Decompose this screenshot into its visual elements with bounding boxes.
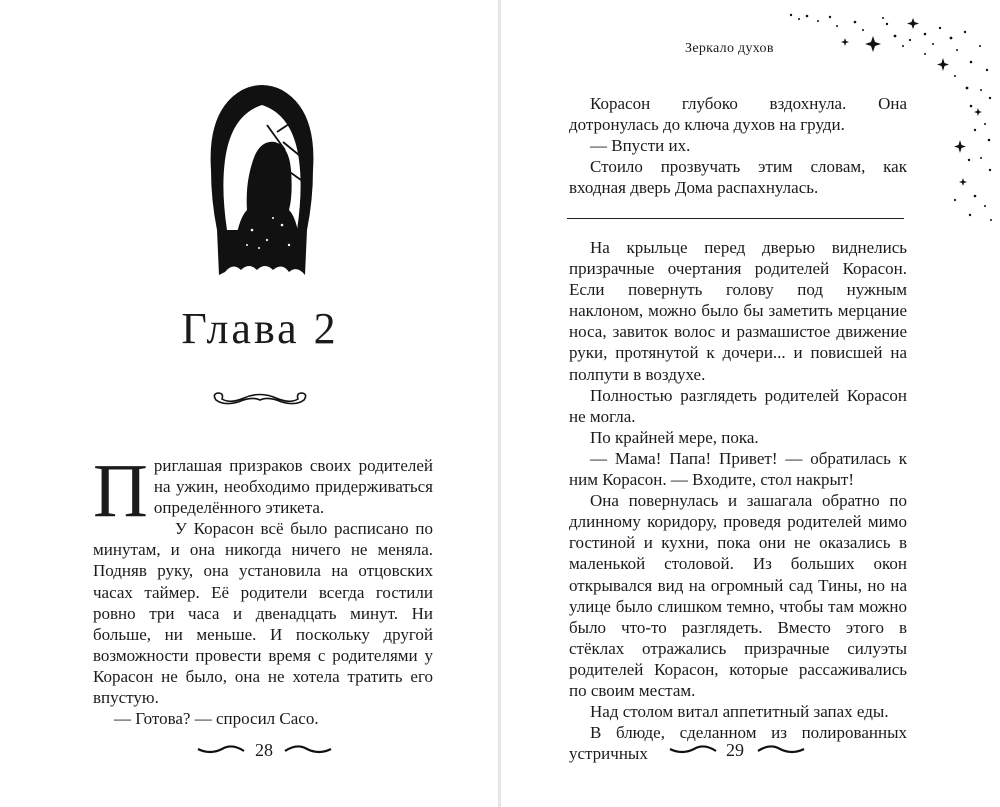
flourish-ornament-icon (210, 386, 310, 410)
paragraph: На крыльце перед дверью виднелись призрачные очертания родителей Корасон. Если повернуть голову под нужным наклоном, можно было бы заметить мерцание носа, завиток волос и размашистое движение руки, протянутой к дочери... и повисшей на полпути в воздухе. (569, 238, 907, 384)
paragraph: — Готова? — спросил Сасо. (114, 709, 319, 729)
paragraph: — Мама! Папа! Привет! — обратилась к ним Корасон. — Входите, стол накрыт! (569, 448, 907, 490)
paragraph: Корасон глубоко вздохнула. Она дотронулась до ключа духов на груди. (569, 94, 907, 135)
right-page-body-bottom (569, 237, 907, 764)
running-head: Зеркало духов (685, 41, 774, 56)
opening-paragraph (93, 449, 433, 533)
paragraph: Над столом витал аппетитный запах еды. (590, 702, 889, 722)
left-page-body (93, 449, 433, 729)
chapter-title: Глава 2 (181, 304, 339, 353)
page-number-right: 29 (726, 740, 744, 760)
paragraph: — Впусти их. (590, 136, 691, 156)
page-number-left: 28 (255, 740, 273, 760)
mirror-girl-illustration-icon (197, 80, 327, 280)
paragraph: У Корасон всё было расписано по минутам, и она никогда ничего не меняла. Подняв руку, она установила на отцовских часах таймер. Её родители всегда гостили ровно три часа и двенадцать минут. Ни больше, ни меньше. И поскольку другой возможности провести время с родителями у Корасон не было, она не хотела тратить его впустую. (93, 519, 433, 708)
paragraph: Стоило прозвучать этим словам, как входная дверь Дома распахнулась. (569, 157, 907, 198)
paragraph: Она повернулась и зашагала обратно по длинному коридору, проведя родителей мимо гостиной и кухни, пока они не оказались в маленькой столовой. Из больших окон открывался вид на огромный сад Тины, но на улице было слишком темно, чтобы там можно было что-то разглядеть. Вместо этого в стёклах отражались призрачные силуэты родителей Корасон, которые рассаживались по своим местам. (569, 491, 907, 700)
right-page-body-top (569, 93, 907, 198)
page-number-ornament-left-icon (196, 743, 246, 757)
paragraph: По крайней мере, пока. (590, 427, 759, 447)
drop-cap: П (93, 449, 148, 533)
paragraph: В блюде, сделанном из полированных устричных (569, 723, 907, 764)
paragraph: Полностью разглядеть родителей Корасон не могла. (569, 385, 907, 426)
paragraph-text: риглашая призраков своих родителей на ужин, необходимо придерживаться определённого этикета. (153, 456, 433, 518)
page-number-ornament-right-icon (756, 743, 806, 757)
page-number-ornament-right-icon (283, 743, 333, 757)
page-number-ornament-left-icon (668, 743, 718, 757)
scene-separator (567, 218, 904, 219)
